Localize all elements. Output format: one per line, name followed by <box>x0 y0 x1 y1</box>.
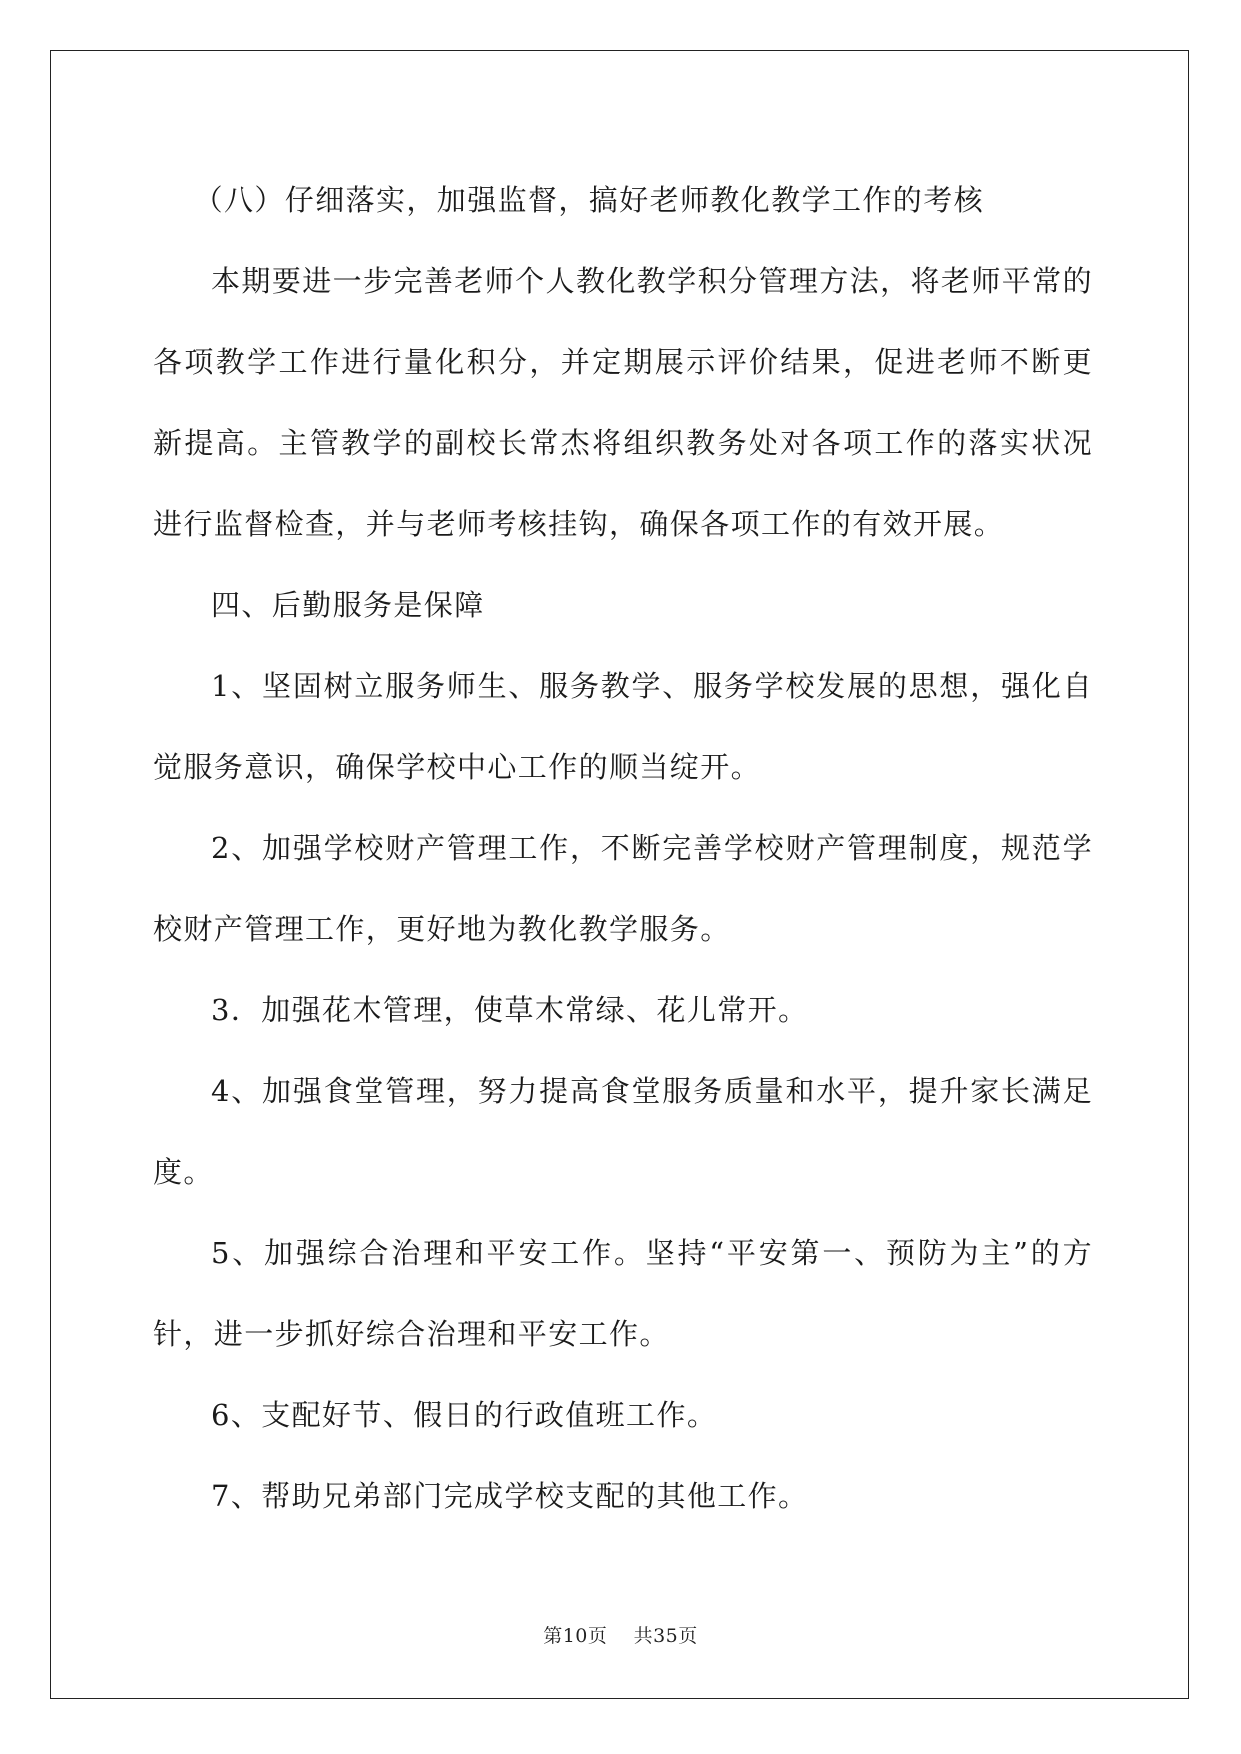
paragraph-assessment: 本期要进一步完善老师个人教化教学积分管理方法，将老师平常的各项教学工作进行量化积分，并定期展示评价结果，促进老师不断更新提高。主管教学的副校长常杰将组织教务处对各项工作的落实状况进行监督检查，并与老师考核挂钩，确保各项工作的有效开展。 <box>153 264 1093 541</box>
list-item-3: 3．加强花木管理，使草木常绿、花儿常开。 <box>211 993 809 1027</box>
list-item-7: 7、帮助兄弟部门完成学校支配的其他工作。 <box>211 1479 809 1513</box>
page-total: 共35页 <box>633 1625 698 1647</box>
page-number: 第10页 <box>543 1625 608 1647</box>
list-item-6: 6、支配好节、假日的行政值班工作。 <box>211 1398 718 1432</box>
list-item-2: 2、加强学校财产管理工作，不断完善学校财产管理制度，规范学校财产管理工作，更好地为教化教学服务。 <box>153 831 1093 946</box>
list-item-5: 5、加强综合治理和平安工作。坚持“平安第一、预防为主”的方针，进一步抓好综合治理和平安工作。 <box>153 1236 1093 1351</box>
section-heading-logistics: 四、后勤服务是保障 <box>211 588 485 622</box>
page-footer <box>0 1621 1241 1648</box>
document-body <box>153 160 1093 1537</box>
list-item-1: 1、坚固树立服务师生、服务教学、服务学校发展的思想，强化自觉服务意识，确保学校中心工作的顺当绽开。 <box>153 669 1093 784</box>
section-heading-8: （八）仔细落实，加强监督，搞好老师教化教学工作的考核 <box>193 183 984 217</box>
list-item-4: 4、加强食堂管理，努力提高食堂服务质量和水平，提升家长满足度。 <box>153 1074 1093 1189</box>
